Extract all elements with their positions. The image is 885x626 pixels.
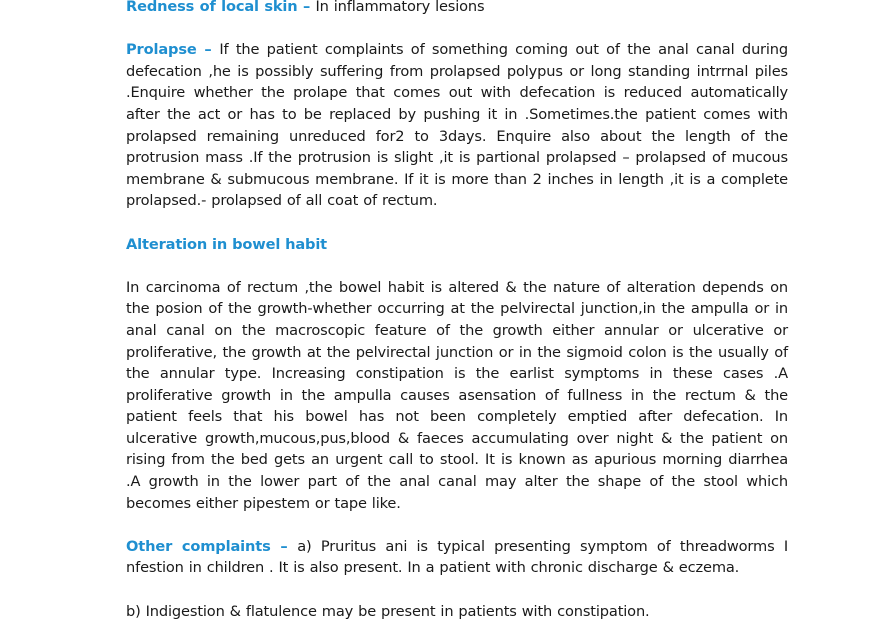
other-complaints-heading: Other complaints – <box>126 537 298 555</box>
prolapse-paragraph <box>126 39 788 212</box>
prolapse-text: If the patient complaints of something coming out of the anal canal during defecation ,he is possibly suffering from prolapsed polypus or long standing intrrnal piles .Enquire whether the prolape that comes out with defecation is reduced automatically after the act or has to be replaced by pushing it in .Sometimes.the patient comes with prolapsed remaining unreduced for2 to 3days. Enquire also about the length of the protrusion mass .If the protrusion is slight ,it is partional prolapsed – prolapsed of mucous membrane & submucous membrane. If it is more than 2 inches in length ,it is a complete prolapsed.- prolapsed of all coat of rectum. <box>126 41 789 210</box>
other-complaints-paragraph <box>126 536 788 579</box>
spacer <box>126 212 788 234</box>
spacer <box>126 514 788 536</box>
redness-paragraph <box>126 0 788 18</box>
bowel-paragraph: In carcinoma of rectum ,the bowel habit is altered & the nature of alteration depends on the posion of the growth-whether occurring at the pelvirectal junction,in the ampulla or in anal canal on the macroscopic feature of the growth either annular or ulcerative or proliferative, the growth at the pelvirectal junction or in the sigmoid colon is the usually of the annular type. Increasing constipation is the earlist symptoms in these cases .A proliferative growth in the ampulla causes asensation of fullness in the rectum & the patient feels that his bowel has not been completely emptied after defecation. In ulcerative growth,mucous,pus,blood & faeces accumulating over night & the patient on rising from the bed gets an urgent call to stool. It is known as apurious morning diarrhea .A growth in the lower part of the anal canal may alter the shape of the stool which becomes either pipestem or tape like. <box>126 278 788 512</box>
other-complaints-text-a: a) Pruritus ani is typical presenting symptom of threadworms I nfestion in children . It is also present. In a patient with chronic discharge & eczema. <box>126 537 788 577</box>
document-page <box>126 0 788 622</box>
spacer <box>126 18 788 40</box>
redness-text: In inflammatory lesions <box>315 0 485 15</box>
prolapse-heading: Prolapse – <box>126 41 220 59</box>
bowel-heading: Alteration in bowel habit <box>126 235 328 253</box>
other-complaints-b-paragraph: b) Indigestion & flatulence may be present in patients with constipation. <box>126 602 650 620</box>
redness-heading: Redness of local skin – <box>126 0 316 15</box>
spacer <box>126 579 788 601</box>
spacer <box>126 255 788 277</box>
